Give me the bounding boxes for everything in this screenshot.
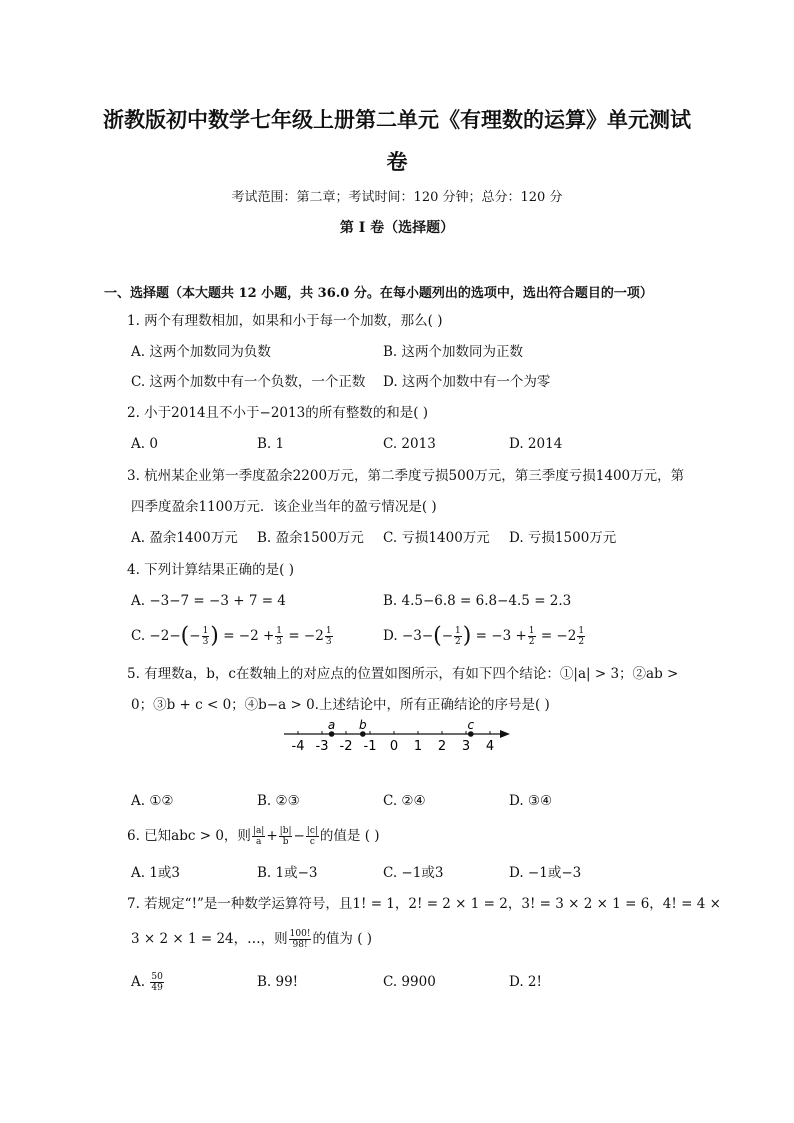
- axis-tick-label: 1: [413, 739, 423, 754]
- fraction: $\frac{1}{2}$: [578, 626, 585, 647]
- fraction: $\frac{100!}{98!}$: [289, 929, 311, 950]
- paren-open: (: [433, 623, 442, 649]
- minus-sign: −: [293, 828, 305, 844]
- q7-option-a: [131, 972, 165, 993]
- fraction: $\frac{50}{49}$: [151, 972, 163, 993]
- q3-stem-line-1: 3. 杭州某企业第一季度盈余2200万元，第二季度亏损500万元，第三季度亏损1400万元，第: [127, 468, 685, 484]
- q2-option-d: D. 2014: [509, 436, 563, 452]
- point-marker: [360, 731, 366, 737]
- q7-option-c: C. 9900: [383, 974, 436, 990]
- fraction: $\frac{1}{2}$: [455, 626, 461, 647]
- q5-option-a: A. ①②: [131, 793, 174, 809]
- q2-stem: 2. 小于2014且不小于−2013的所有整数的和是( ): [127, 405, 429, 421]
- q7-a-label: A.: [131, 974, 146, 990]
- q4-c-mid: = −2 +: [223, 628, 275, 644]
- section-heading: 一、选择题（本大题共 12 小题，共 36.0 分。在每小题列出的选项中，选出符合题目的一项）: [104, 286, 653, 301]
- q6-stem: [127, 826, 380, 847]
- q1-option-d: D. 这两个加数中有一个为零: [383, 374, 551, 390]
- q6-option-b: B. 1或−3: [257, 865, 318, 881]
- axis-tick-label: -2: [339, 739, 353, 754]
- q3-option-a: A. 盈余1400万元: [131, 530, 238, 546]
- q7-stem-line-1: 7. 若规定“!”是一种数学运算符号，且1! = 1，2! = 2 × 1 = 2，3! = 3 × 2 × 1 = 6，4! = 4 ×: [127, 896, 721, 912]
- point-marker: [329, 731, 335, 737]
- axis-tick-label: -4: [291, 739, 305, 754]
- q5-stem-line-1: 5. 有理数a，b，c在数轴上的对应点的位置如图所示，有如下四个结论：①|a| > 3；②ab >: [127, 666, 679, 682]
- fraction: $\frac{|a|}{a}$: [252, 826, 265, 847]
- q3-option-c: C. 亏损1400万元: [383, 530, 490, 546]
- q1-option-c: C. 这两个加数中有一个负数，一个正数: [131, 374, 366, 390]
- q1-stem: 1. 两个有理数相加，如果和小于每一个加数，那么( ): [127, 313, 443, 329]
- q4-option-c: C. −2−(− $\frac{1}{3}$ ) = −2 + $\frac{1}{3}$ = −2 $\frac{1}{3}$: [131, 623, 332, 649]
- q5-option-c: C. ②④: [383, 793, 426, 809]
- paren-open: (: [180, 623, 190, 649]
- q7-stem-post: 的值为 ( ): [312, 931, 373, 947]
- q2-option-a: A. 0: [131, 436, 158, 452]
- paren-close: ): [462, 623, 472, 649]
- fraction: $\frac{|c|}{c}$: [306, 826, 318, 847]
- q3-option-b: B. 盈余1500万元: [257, 530, 364, 546]
- q4-option-b: B. 4.5−6.8 = 6.8−4.5 = 2.3: [383, 593, 572, 609]
- q4-stem: 4. 下列计算结果正确的是( ): [127, 562, 294, 578]
- fraction: $\frac{1}{3}$: [276, 626, 283, 647]
- q3-stem-line-2: 四季度盈余1100万元．该企业当年的盈亏情况是( ): [131, 499, 437, 515]
- fraction: $\frac{|b|}{b}$: [279, 826, 292, 847]
- q6-option-c: C. −1或3: [383, 865, 444, 881]
- q1-option-a: A. 这两个加数同为负数: [131, 344, 271, 360]
- arrow-icon: [500, 730, 510, 738]
- axis-tick-label: 0: [389, 739, 399, 754]
- q4-option-a: A. −3−7 = −3 + 7 = 4: [131, 593, 286, 609]
- q3-option-d: D. 亏损1500万元: [509, 530, 617, 546]
- axis-tick-label: 3: [461, 739, 471, 754]
- plus-sign: +: [266, 828, 278, 844]
- point-marker: [468, 731, 474, 737]
- q6-option-d: D. −1或−3: [509, 865, 582, 881]
- q5-option-d: D. ③④: [509, 793, 553, 809]
- q4-c-tail: = −2: [288, 628, 324, 644]
- point-label: b: [358, 718, 367, 732]
- q7-option-d: D. 2!: [509, 974, 542, 990]
- q5-stem-line-2: 0；③b + c < 0；④b−a > 0.上述结论中，所有正确结论的序号是( ): [131, 697, 550, 713]
- fraction: $\frac{1}{3}$: [202, 626, 209, 647]
- title-line-1: 浙教版初中数学七年级上册第二单元《有理数的运算》单元测试: [103, 108, 691, 132]
- fraction: $\frac{1}{2}$: [528, 626, 535, 647]
- fraction: $\frac{1}{3}$: [325, 626, 332, 647]
- axis-tick-label: 4: [485, 739, 495, 754]
- q5-option-b: B. ②③: [257, 793, 300, 809]
- q4-d-label: D. −3−: [383, 628, 434, 644]
- q4-option-d: D. −3−(− $\frac{1}{2}$ ) = −3 + $\frac{1}{2}$ = −2 $\frac{1}{2}$: [383, 623, 585, 649]
- paren-close: ): [210, 623, 219, 649]
- axis-tick-label: -3: [315, 739, 329, 754]
- q4-d-mid: = −3 +: [475, 628, 527, 644]
- q7-option-b: B. 99!: [257, 974, 299, 990]
- axis-tick-label: -1: [363, 739, 377, 754]
- volume-heading: 第 I 卷（选择题）: [339, 220, 455, 236]
- number-line-figure: [280, 716, 520, 756]
- point-label: a: [327, 718, 336, 732]
- point-label: c: [467, 718, 475, 732]
- exam-info: 考试范围：第二章；考试时间：120 分钟；总分：120 分: [231, 190, 563, 205]
- q7-stem-line-2: [131, 929, 372, 950]
- q6-option-a: A. 1或3: [131, 865, 181, 881]
- q7-stem-pre: 3 × 2 × 1 = 24，…，则: [131, 931, 288, 947]
- q6-stem-pre: 6. 已知abc > 0，则: [127, 828, 251, 844]
- q4-d-tail: = −2: [540, 628, 577, 644]
- q1-option-b: B. 这两个加数同为正数: [383, 344, 524, 360]
- q2-option-c: C. 2013: [383, 436, 436, 452]
- q6-stem-post: 的值是 ( ): [319, 828, 380, 844]
- q2-option-b: B. 1: [257, 436, 285, 452]
- q4-c-label: C. −2−: [131, 628, 181, 644]
- title-line-2: 卷: [386, 150, 408, 174]
- axis-tick-label: 2: [437, 739, 447, 754]
